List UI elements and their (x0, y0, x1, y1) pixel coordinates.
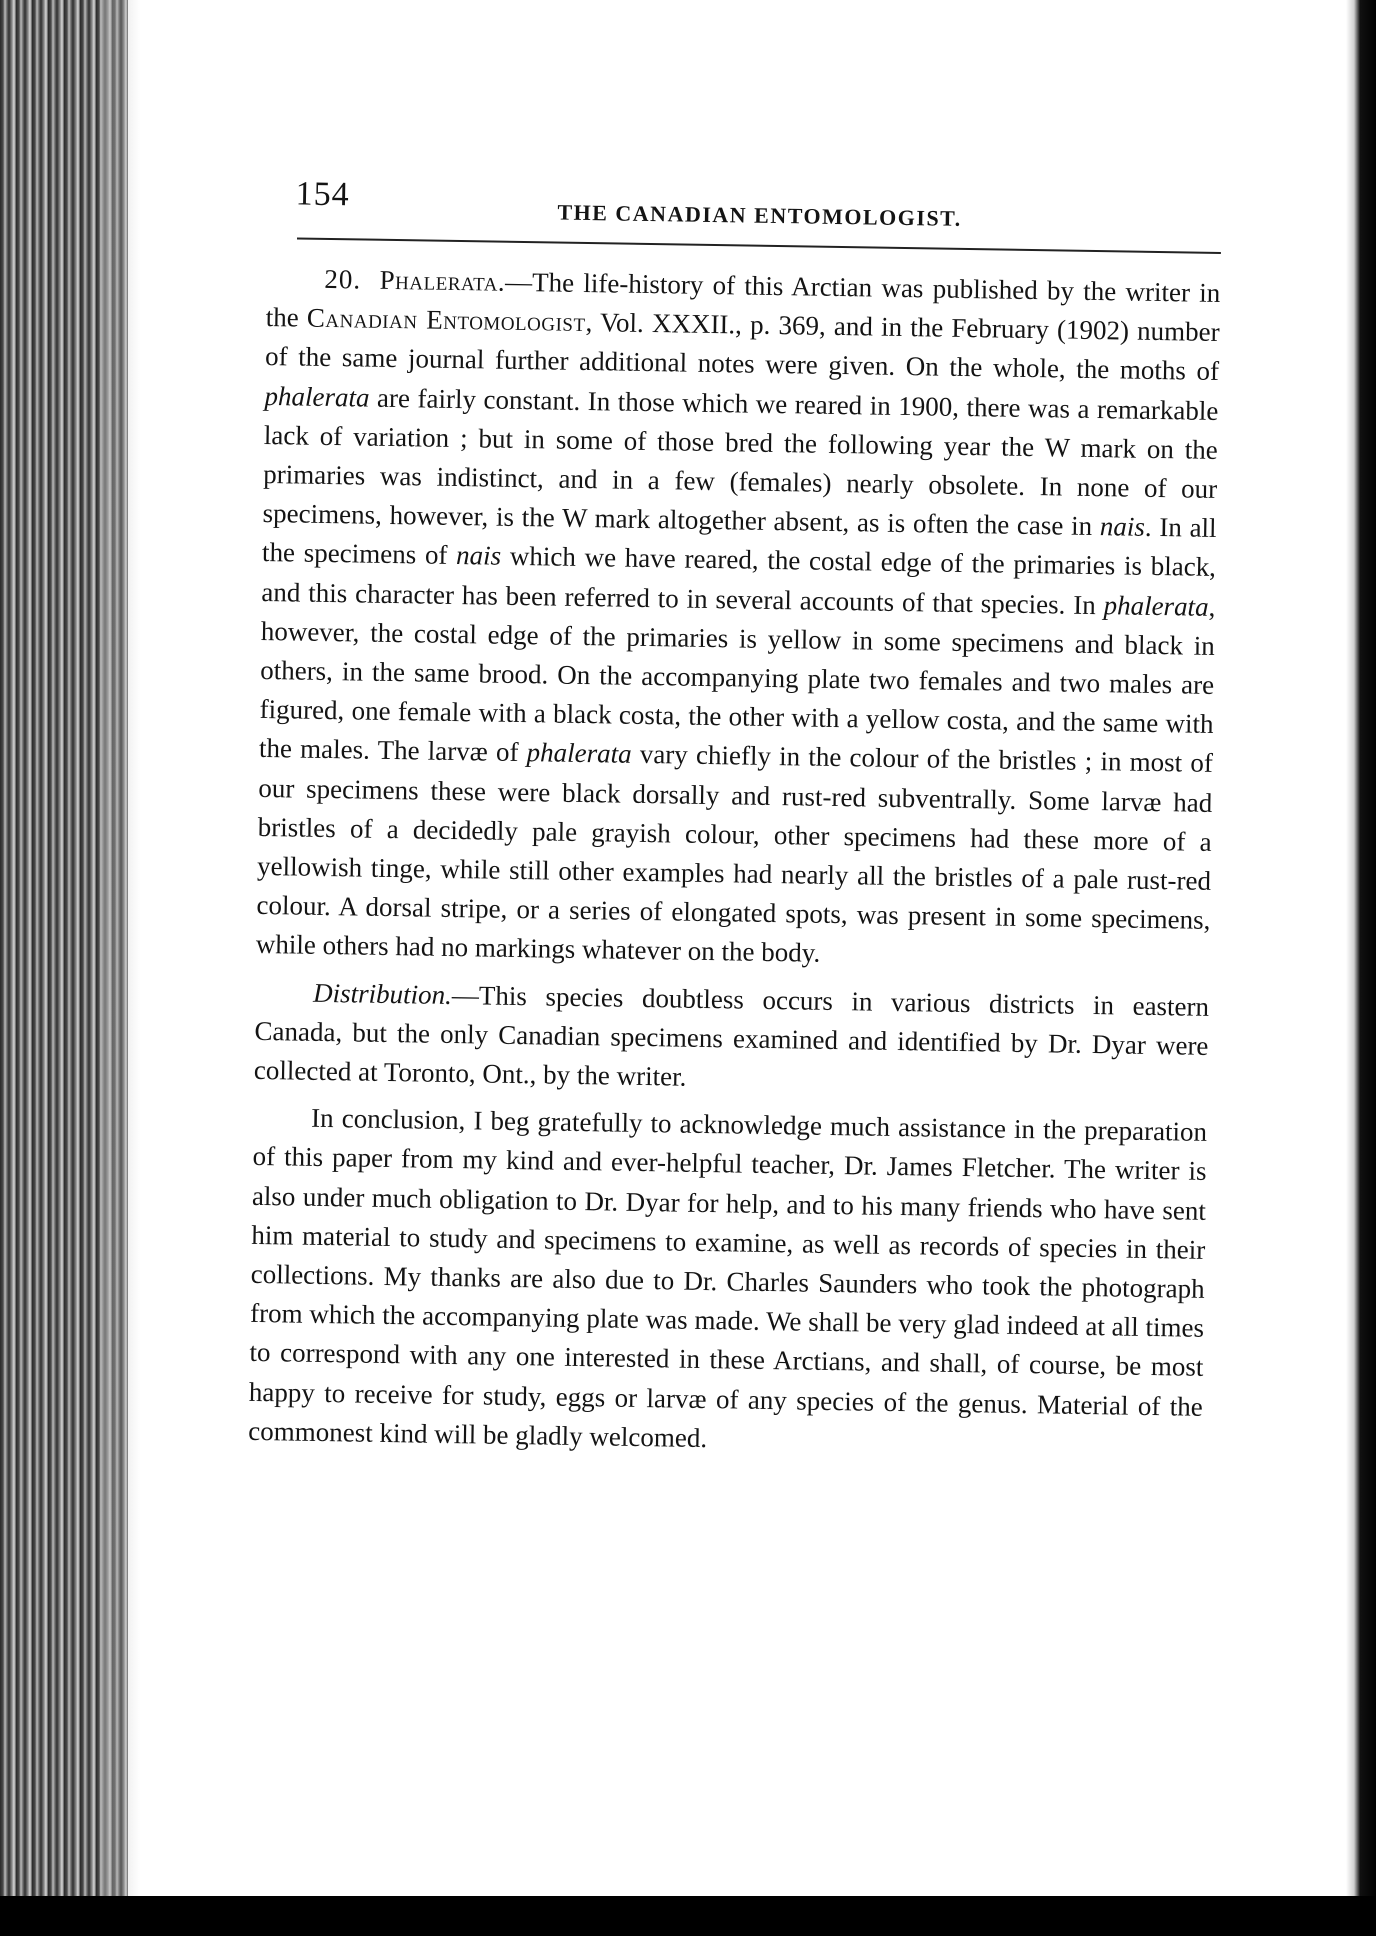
section-number: 20. (324, 263, 362, 295)
book-page (248, 175, 1222, 1474)
page-edge-bottom (0, 1896, 1376, 1936)
italic-species: nais (1099, 511, 1146, 543)
paragraph-conclusion (248, 1098, 1207, 1466)
text-run: —The life-history of this Arctian was published by the writer in the (265, 266, 1221, 333)
paragraph-phalerata (256, 259, 1221, 980)
page-edge-right (1346, 0, 1376, 1900)
distribution-heading: Distribution. (312, 977, 453, 1010)
binding-shadow (100, 0, 140, 1900)
text-run: In conclusion, I beg gratefully to acknowledge much assistance in the preparation of this paper from my kind and ever-helpful teacher, Dr. James Fletcher. The writer is also under much obligation to Dr. Dyar for help, and to his many friends who have sent him material to study and specimens to examine, as well as records of species in their collections. My thanks are also due to Dr. Charles Saunders who took the photograph from which the accompanying plate was made. We shall be very glad indeed at all times to correspond with any one interested in these Arctians, and shall, of course, be most happy to receive for study, eggs or larvæ of any species of the genus. Material of the commonest kind will be gladly welcomed. (248, 1103, 1208, 1453)
text-run: , however, the costal edge of the primaries is yellow in some specimens and black in others, in the same brood. On the accompanying plate two females and two males are figured, one female with a black costa, the other with a yellow costa, and the same with the males. The larvæ of (258, 591, 1216, 768)
italic-species: phalerata (526, 737, 632, 770)
italic-species: phalerata (264, 380, 370, 413)
body-text (248, 259, 1221, 1466)
text-run: , Vol. XXXII., p. 369, and in the February (1902) number of the same journal further additional notes were given. On the whole, the moths of (264, 307, 1220, 387)
species-name: Phalerata. (379, 264, 506, 297)
text-run: are fairly constant. In those which we reared in 1900, there was a remarkable lack of variation ; but in some of those bred the following year the W mark on the primaries was indistinct, and in a few (females) nearly obsolete. In none of our specimens, however, is the W mark altogether absent, as is often the case in (262, 382, 1219, 542)
text-run: vary chiefly in the colour of the bristles ; in most of our specimens these were black dorsally and rust-red subventrally. Some larvæ had bristles of a decidedly pale grayish colour, other specimens had these more of a yellowish tinge, while still other examples had nearly all the bristles of a pale rust-red colour. A dorsal stripe, or a series of elongated spots, was present in some specimens, while others had no markings whatever on the body. (255, 739, 1214, 969)
italic-species: nais (455, 540, 502, 572)
text-run: which we have reared, the costal edge of the primaries is black, and this character has been referred to in several accounts of that species. In (261, 541, 1217, 620)
page-header (267, 175, 1222, 240)
text-run: . In all the specimens of (261, 512, 1217, 571)
italic-species: phalerata (1103, 589, 1209, 622)
header-rule (297, 237, 1221, 254)
paragraph-distribution (254, 973, 1210, 1106)
running-title: THE CANADIAN ENTOMOLOGIST. (557, 199, 962, 231)
text-run: —This species doubtless occurs in various districts in eastern Canada, but the only Canadian specimens examined and identified by Dr. Dyar were collected at Toronto, Ont., by the writer. (253, 979, 1210, 1092)
page-number: 154 (295, 175, 350, 214)
journal-name: Canadian Entomologist (306, 302, 586, 338)
